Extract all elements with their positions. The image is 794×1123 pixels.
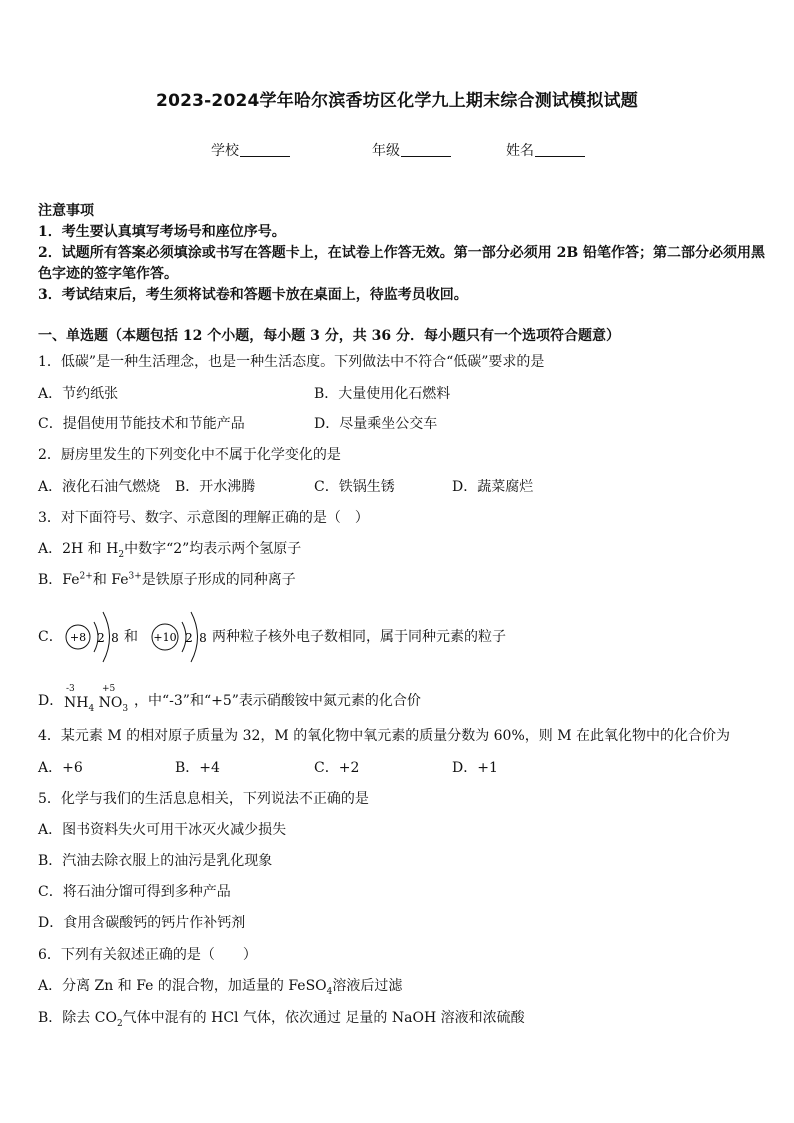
q3-b-superscript: 2+ [79,571,93,582]
q4-option-a[interactable]: A．+6 [38,760,83,776]
name-blank[interactable] [535,142,585,157]
name-field[interactable] [506,140,585,160]
q5-option-c[interactable]: C．将石油分馏可得到多种产品 [38,884,231,900]
q3-option-b[interactable] [38,571,296,589]
question-5-stem: 5．化学与我们的生活息息相关，下列说法不正确的是 [38,791,369,807]
q6-a-subscript: 4 [326,986,333,997]
q3-c-and: 和 [124,629,138,645]
q2-option-c[interactable]: C．铁锅生锈 [314,479,395,495]
q3-a-subscript: 2 [118,549,125,560]
student-info-fields [0,140,794,160]
shell-electron-count: 2 [185,631,193,645]
q6-a-text: A．分离 Zn 和 Fe 的混合物，加适量的 FeSO [38,978,327,994]
q6-option-a[interactable] [38,977,402,995]
q6-b-text-rest: 气体中混有的 HCl 气体，依次通过 足量的 NaOH 溶液和浓硫酸 [122,1010,525,1026]
nucleus-charge: +10 [153,631,177,644]
q3-c-text: 两种粒子核外电子数相同，属于同种元素的粒子 [212,629,506,645]
q3-d-text: ，中“-3”和“+5”表示硝酸铵中氮元素的化合价 [134,693,421,709]
q4-option-c[interactable]: C．+2 [314,760,360,776]
section-heading: 一、单选题（本题包括 12 个小题，每小题 3 分，共 36 分．每小题只有一个选项符合题意） [38,328,620,344]
q4-option-b[interactable]: B．+4 [175,760,220,776]
q1-option-c[interactable]: C．提倡使用节能技术和节能产品 [38,416,245,432]
school-blank[interactable] [240,142,290,157]
q3-option-d-label[interactable]: D． [38,693,64,709]
q3-b-text-rest: 是铁原子形成的同种离子 [141,572,296,588]
q3-a-text-rest: 中数字“2”均表示两个氢原子 [124,541,302,557]
q2-option-b[interactable]: B．开水沸腾 [175,479,256,495]
q6-a-text-rest: 溶液后过滤 [332,978,403,994]
q6-b-text: B．除去 CO [38,1010,117,1026]
name-label: 姓名 [506,143,534,159]
valence-label: +5 [102,684,116,694]
q4-option-d[interactable]: D．+1 [452,760,498,776]
notice-heading: 注意事项 [38,203,94,219]
exam-title: 2023-2024学年哈尔滨香坊区化学九上期末综合测试模拟试题 [156,91,638,111]
school-field[interactable] [211,140,290,160]
notice-item: 2．试题所有答案必须填涂或书写在答题卡上，在试卷上作答无效。第一部分必须用 2B 铅笔作答；第二部分必须用黑 [38,245,766,261]
element-o: O [110,695,123,711]
q3-b-text-mid: 和 Fe [92,572,129,588]
school-label: 学校 [211,143,239,159]
question-2-stem: 2．厨房里发生的下列变化中不属于化学变化的是 [38,447,341,463]
notice-item: 色字迹的签字笔作答。 [38,266,178,282]
question-3-stem: 3．对下面符号、数字、示意图的理解正确的是（ ） [38,510,369,526]
shell-electron-count: 2 [97,631,105,645]
q3-option-a[interactable] [38,540,301,558]
grade-field[interactable] [372,140,451,160]
shell-electron-count: 8 [199,631,207,645]
nucleus-charge: +8 [69,631,87,644]
grade-label: 年级 [372,143,400,159]
q1-option-b[interactable]: B．大量使用化石燃料 [314,386,451,402]
question-1-stem: 1．低碳”是一种生活理念，也是一种生活态度。下列做法中不符合“低碳”要求的是 [38,354,545,370]
formula-subscript: 4 [88,703,95,714]
notice-item: 3．考试结束后，考生须将试卷和答题卡放在桌面上，待监考员收回。 [38,287,468,303]
q5-option-a[interactable]: A．图书资料失火可用干冰灭火减少损失 [38,822,287,838]
q2-option-a[interactable]: A．液化石油气燃烧 [38,479,161,495]
question-4-stem: 4．某元素 M 的相对原子质量为 32，M 的氧化物中氧元素的质量分数为 60%，则 M 在此氧化物中的化合价为 [38,728,730,744]
q5-option-b[interactable]: B．汽油去除衣服上的油污是乳化现象 [38,853,273,869]
q1-option-a[interactable]: A．节约纸张 [38,386,119,402]
q6-b-subscript: 2 [116,1018,123,1029]
q2-option-d[interactable]: D．蔬菜腐烂 [452,479,534,495]
element-n: N [98,695,111,711]
neon-atom-diagram [149,604,213,670]
q3-b-text: B．Fe [38,572,80,588]
element-n: N [64,695,77,711]
notice-item: 1．考生要认真填写考场号和座位序号。 [38,224,286,240]
oxygen-ion-diagram [62,604,126,670]
q3-b-superscript: 3+ [128,571,142,582]
q3-a-text: A．2H 和 H [38,541,119,557]
question-6-stem: 6．下列有关叙述正确的是（ ） [38,947,257,963]
q1-option-d[interactable]: D．尽量乘坐公交车 [314,416,438,432]
ammonium-nitrate-formula [64,694,128,712]
valence-label: -3 [66,684,75,694]
shell-electron-count: 8 [111,631,119,645]
grade-blank[interactable] [401,142,451,157]
element-h: H [76,695,89,711]
q5-option-d[interactable]: D．食用含碳酸钙的钙片作补钙剂 [38,915,246,931]
q6-option-b[interactable] [38,1009,525,1027]
formula-subscript: 3 [122,703,129,714]
q3-option-c-label[interactable]: C． [38,629,63,645]
